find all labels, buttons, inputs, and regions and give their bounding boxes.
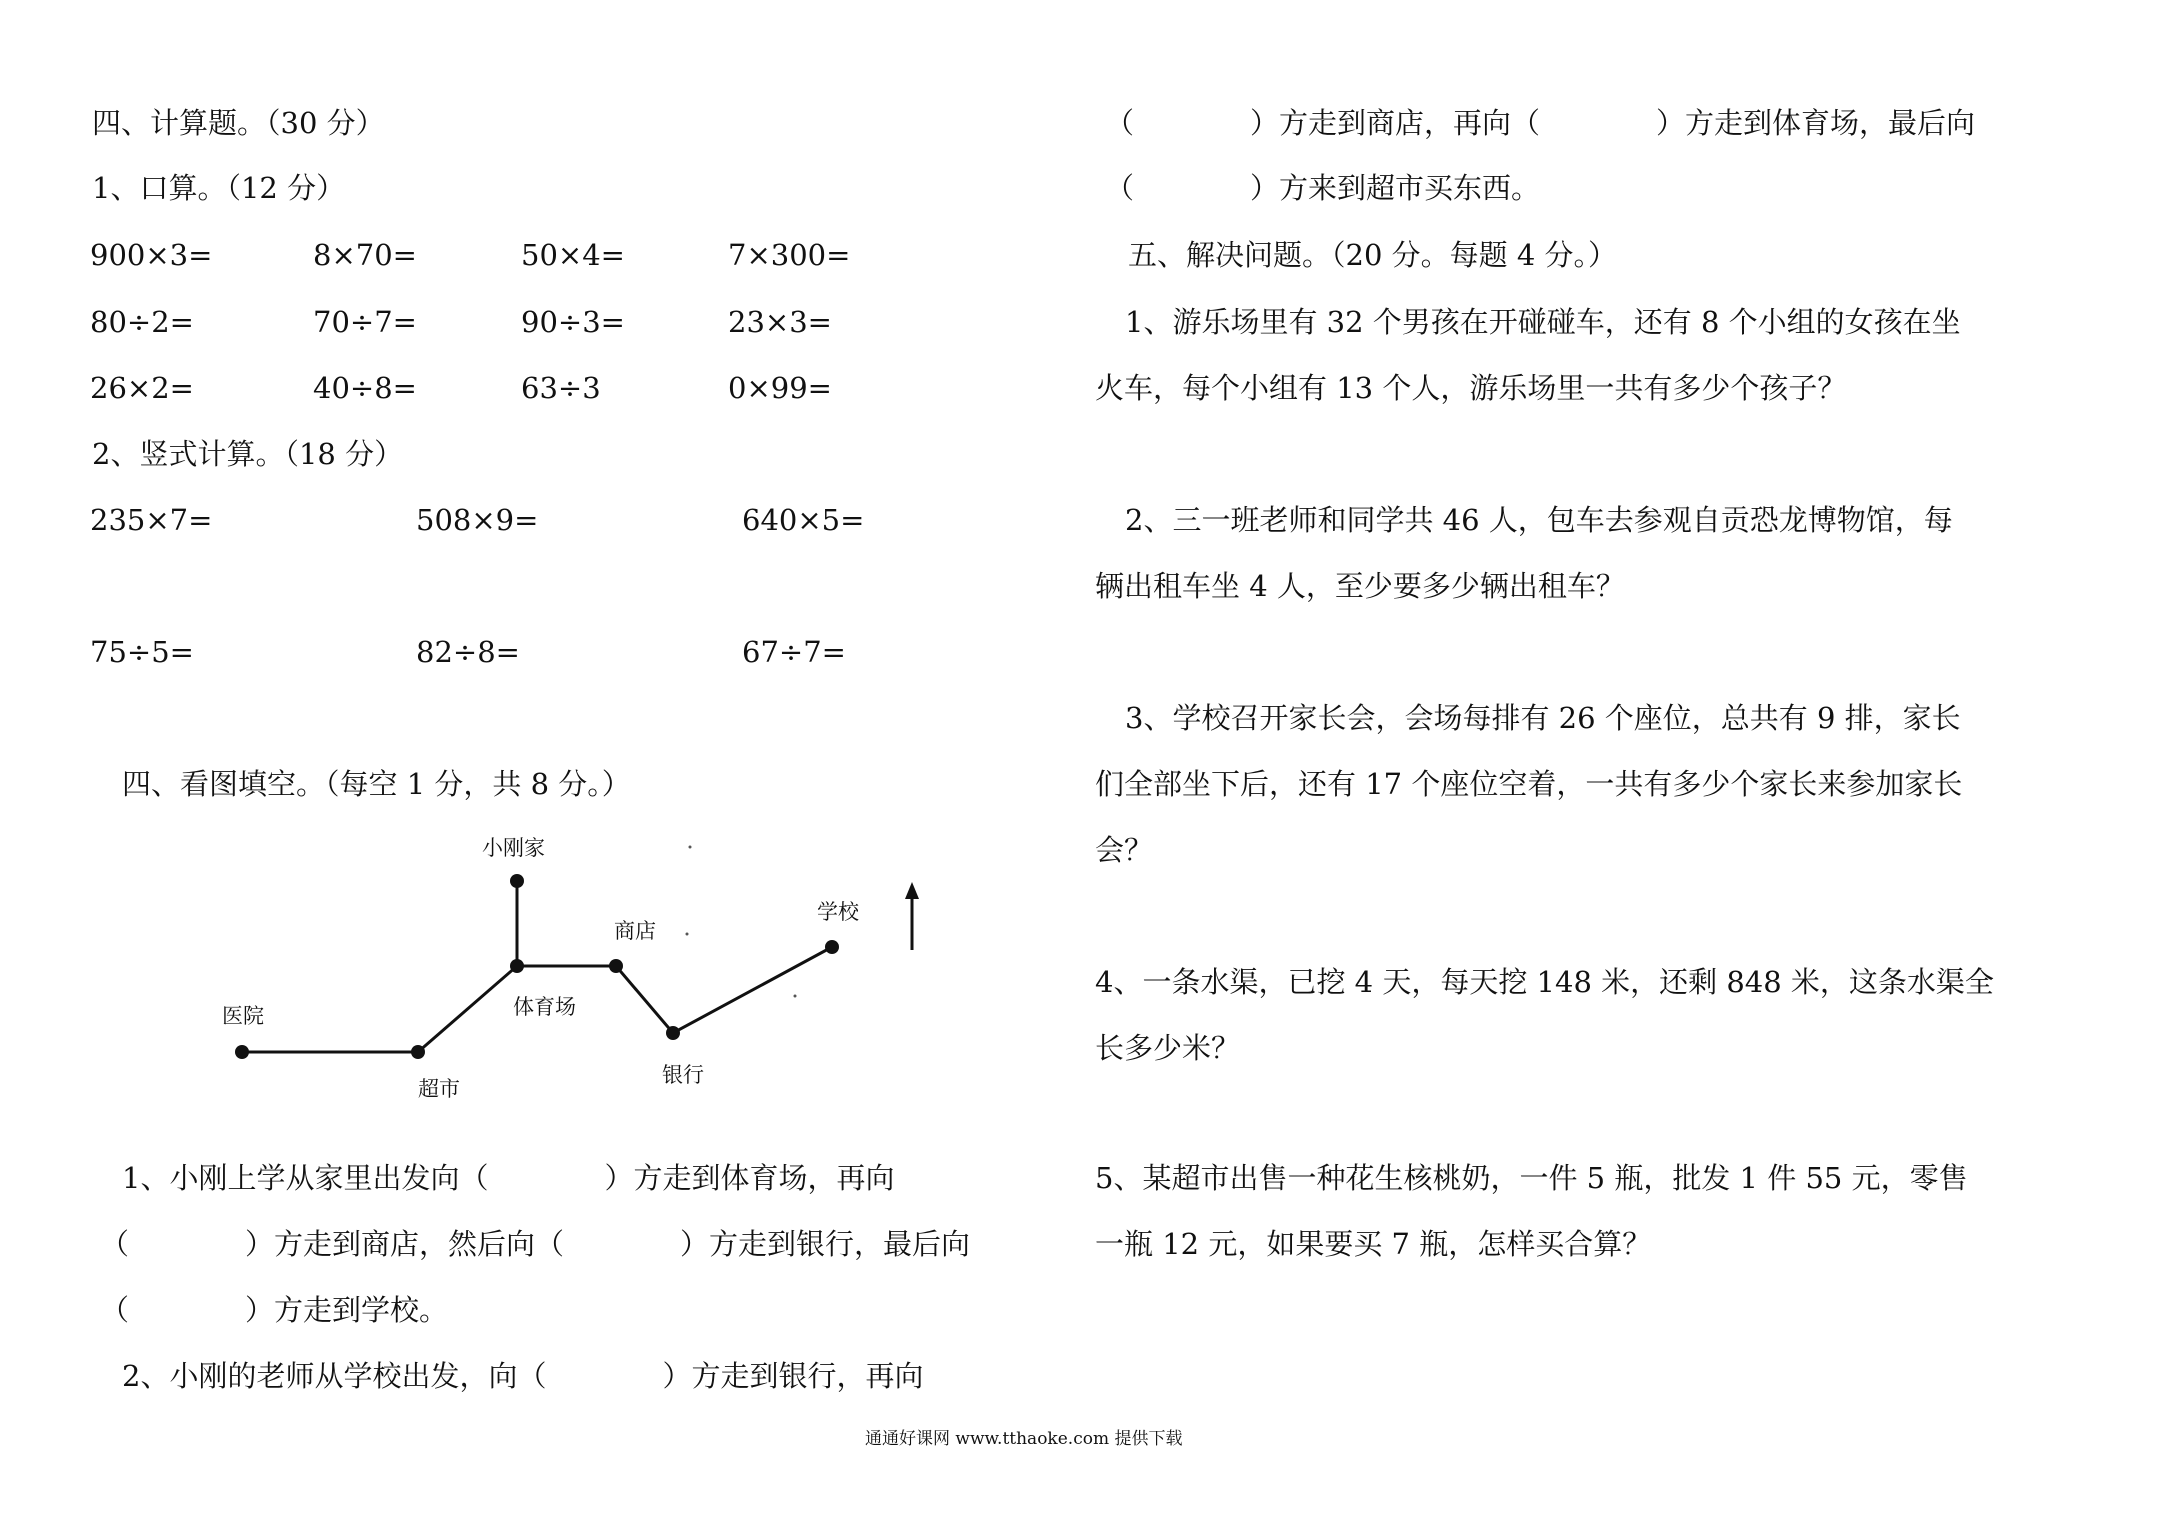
vertical-item: 508×9= (416, 503, 539, 537)
scan-dot (686, 933, 689, 936)
continued-line: （ ）方来到超市买东西。 (1105, 171, 1541, 205)
oral-item: 80÷2= (90, 305, 194, 339)
map-section-title: 四、看图填空。（每空 1 分，共 8 分。） (122, 767, 631, 801)
vertical-calc-title: 2、竖式计算。（18 分） (92, 437, 404, 471)
map-label-bank: 银行 (662, 1063, 704, 1087)
oral-item: 7×300= (728, 238, 851, 272)
map-question-line: 2、小刚的老师从学校出发，向（ ）方走到银行，再向 (122, 1359, 924, 1393)
map-label-hospital: 医院 (222, 1004, 264, 1028)
node-school (825, 940, 839, 954)
scan-dot (794, 995, 797, 998)
map-label-stadium: 体育场 (513, 995, 576, 1019)
map-question-line: （ ）方走到学校。 (100, 1293, 449, 1327)
map-question-line: 1、小刚上学从家里出发向（ ）方走到体育场，再向 (122, 1161, 895, 1195)
vertical-item: 235×7= (90, 503, 213, 537)
oral-item: 90÷3= (521, 305, 625, 339)
vertical-item: 67÷7= (742, 635, 846, 669)
problem-line: 火车，每个小组有 13 个人，游乐场里一共有多少个孩子？ (1095, 371, 1847, 405)
map-label-home: 小刚家 (482, 836, 545, 860)
problem-line: 1、游乐场里有 32 个男孩在开碰碰车，还有 8 个小组的女孩在坐 (1125, 305, 1961, 339)
north-arrow-icon (905, 882, 919, 899)
problem-line: 4、一条水渠，已挖 4 天，每天挖 148 米，还剩 848 米，这条水渠全 (1095, 965, 1994, 999)
node-home (510, 874, 524, 888)
problem-line: 会？ (1095, 833, 1154, 867)
vertical-item: 82÷8= (416, 635, 520, 669)
node-hospital (235, 1045, 249, 1059)
map-question-line: （ ）方走到商店，然后向（ ）方走到银行，最后向 (100, 1227, 971, 1261)
oral-item: 0×99= (728, 371, 832, 405)
oral-item: 8×70= (313, 238, 417, 272)
node-supermarket (411, 1045, 425, 1059)
scan-dot (689, 846, 692, 849)
problem-line: 们全部坐下后，还有 17 个座位空着，一共有多少个家长来参加家长 (1095, 767, 1963, 801)
section-5-title: 五、解决问题。（20 分。每题 4 分。） (1128, 238, 1618, 272)
footer-credit: 通通好课网 www.tthaoke.com 提供下载 (865, 1429, 1183, 1449)
problem-line: 辆出租车坐 4 人，至少要多少辆出租车？ (1095, 569, 1625, 603)
vertical-item: 75÷5= (90, 635, 194, 669)
oral-item: 900×3= (90, 238, 213, 272)
oral-item: 23×3= (728, 305, 832, 339)
continued-line: （ ）方走到商店，再向（ ）方走到体育场，最后向 (1105, 106, 1976, 140)
node-stadium (510, 959, 524, 973)
map-label-supermarket: 超市 (418, 1077, 460, 1101)
map-label-school: 学校 (817, 900, 859, 924)
problem-line: 5、某超市出售一种花生核桃奶，一件 5 瓶，批发 1 件 55 元，零售 (1095, 1161, 1968, 1195)
problem-line: 一瓶 12 元，如果要买 7 瓶，怎样买合算？ (1095, 1227, 1652, 1261)
oral-item: 26×2= (90, 371, 194, 405)
problem-line: 3、学校召开家长会，会场每排有 26 个座位，总共有 9 排，家长 (1125, 701, 1961, 735)
oral-item: 40÷8= (313, 371, 417, 405)
problem-line: 2、三一班老师和同学共 46 人，包车去参观自贡恐龙博物馆，每 (1125, 503, 1953, 537)
oral-item: 70÷7= (313, 305, 417, 339)
problem-line: 长多少米？ (1095, 1031, 1241, 1065)
oral-item: 50×4= (521, 238, 625, 272)
vertical-item: 640×5= (742, 503, 865, 537)
node-shop (609, 959, 623, 973)
map-label-shop: 商店 (614, 919, 656, 943)
node-bank (666, 1026, 680, 1040)
oral-calc-title: 1、口算。（12 分） (92, 171, 346, 205)
section-4-title: 四、计算题。（30 分） (92, 106, 385, 140)
oral-item: 63÷3 (521, 371, 601, 405)
